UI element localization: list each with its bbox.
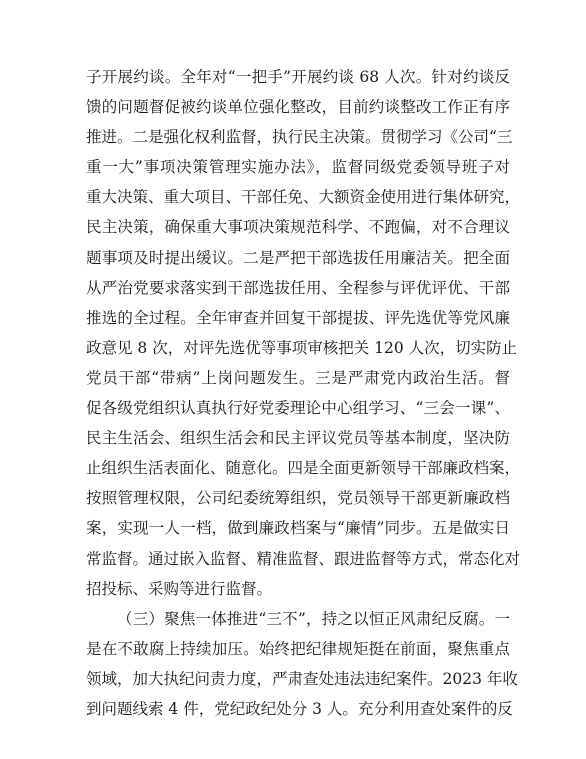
text-line: 民主决策，确保重大事项决策规范科学、不跑偏，对不合理议 — [86, 218, 510, 237]
text-line: 案，实现一人一档，做到廉政档案与“廉情”同步。五是做实日 — [86, 519, 510, 538]
text-line: 推进。二是强化权利监督，执行民主决策。贯彻学习《公司“三 — [86, 128, 513, 147]
text-line: 止组织生活表面化、随意化。四是全面更新领导干部廉政档案， — [86, 459, 521, 478]
text-line: 重大决策、重大项目、干部任免、大额资金使用进行集体研究， — [86, 188, 521, 207]
text-line: 子开展约谈。全年对“一把手”开展约谈 68 人次。针对约谈反 — [86, 68, 510, 86]
text-line: 民主生活会、组织生活会和民主评议党员等基本制度，坚决防 — [86, 429, 510, 448]
text-line: 馈的问题督促被约谈单位强化整改，目前约谈整改工作正有序 — [86, 98, 510, 117]
text-line: 促各级党组织认真执行好党委理论中心组学习、“三会一课”、 — [86, 399, 510, 418]
text-line: 按照管理权限，公司纪委统筹组织，党员领导干部更新廉政档 — [86, 489, 510, 508]
text-line: 常监督。通过嵌入监督、精准监督、跟进监督等方式，常态化对 — [86, 549, 521, 568]
text-line: 到问题线索 4 件，党纪政纪处分 3 人。充分利用查处案件的反 — [86, 699, 513, 718]
text-line: 从严治党要求落实到干部选拔任用、全程参与评优评优、干部 — [86, 278, 510, 297]
text-line: 推选的全过程。全年审查并回复干部提拔、评先选优等党风廉 — [86, 308, 510, 327]
body-text — [86, 62, 521, 724]
text-line: 政意见 8 次，对评先选优等事项审核把关 120 人次，切实防止 — [86, 338, 518, 357]
section-heading-line: （三）聚焦一体推进“三不”，持之以恒正风肃纪反腐。一 — [117, 609, 510, 628]
text-line: 题事项及时提出缓议。二是严把干部选拔任用廉洁关。把全面 — [86, 248, 510, 267]
text-line: 是在不敢腐上持续加压。始终把纪律规矩挺在前面，聚焦重点 — [86, 639, 510, 658]
text-line: 招投标、采购等进行监督。 — [86, 579, 273, 598]
text-line: 领域，加大执纪问责力度，严肃查处违法违纪案件。2023 年收 — [86, 669, 518, 688]
text-line: 重一大”事项决策管理实施办法》，监督同级党委领导班子对 — [86, 158, 510, 177]
text-line: 党员干部“带病”上岗问题发生。三是严肃党内政治生活。督 — [86, 368, 510, 387]
